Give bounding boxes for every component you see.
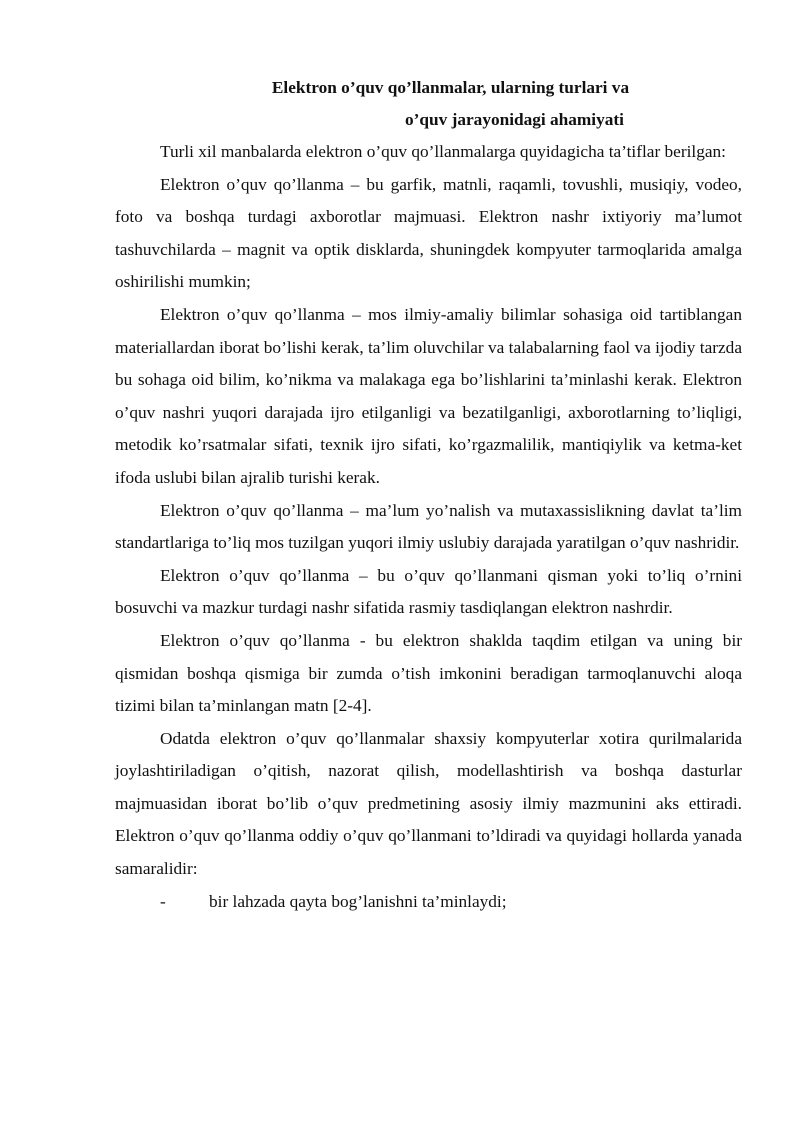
document-page bbox=[115, 72, 742, 918]
paragraph-definition-2: Elektron o’quv qo’llanma – mos ilmiy-amaliy bilimlar sohasiga oid tartiblangan materiallardan iborat bo’lishi kerak, ta’lim oluvchilar va talabalarning faol va ijodiy tarzda bu sohaga oid bilim, ko’nikma va malakaga ega bo’lishlarini ta’minlashi kerak. Elektron o’quv nashri yuqori darajada ijro etilganligi va bezatilganligi, axborotlarning to’liqligi, metodik ko’rsatmalar sifati, texnik ijro sifati, ko’rgazmalilik, mantiqiylik va ketma-ket ifoda uslubi bilan ajralib turishi kerak. bbox=[115, 304, 742, 487]
title-line-2: o’quv jarayonidagi ahamiyati bbox=[405, 110, 624, 129]
bullet-text: bir lahzada qayta bog’lanishni ta’minlaydi; bbox=[209, 891, 507, 911]
paragraph-definition-1: Elektron o’quv qo’llanma – bu garfik, matnli, raqamli, tovushli, musiqiy, vodeo, foto va boshqa turdagi axborotlar majmuasi. Elektron nashr ixtiyoriy ma’lumot tashuvchilarda – magnit va optik disklarda, shuningdek kompyuter tarmoqlarida amalga oshirilishi mumkin; bbox=[115, 174, 742, 292]
document-title bbox=[115, 72, 742, 136]
paragraph-usage: Odatda elektron o’quv qo’llanmalar shaxsiy kompyuterlar xotira qurilmalarida joylashtiriladigan o’qitish, nazorat qilish, modellashtirish va boshqa dasturlar majmuasidan iborat bo’lib o’quv predmetining asosiy ilmiy mazmunini aks ettiradi. Elektron o’quv qo’llanma oddiy o’quv qo’llanmani to’ldiradi va quyidagi hollarda yanada samaralidir: bbox=[115, 728, 742, 879]
paragraph-definition-5: Elektron o’quv qo’llanma - bu elektron shaklda taqdim etilgan va uning bir qismidan boshqa qismiga bir zumda o’tish imkonini beradigan tarmoqlanuvchi aloqa tizimi bilan ta’minlangan matn [2-4]. bbox=[115, 630, 742, 716]
paragraph-definitions-intro: Turli xil manbalarda elektron o’quv qo’llanmalarga quyidagicha ta’tiflar berilgan: bbox=[160, 142, 726, 161]
paragraph-definition-4: Elektron o’quv qo’llanma – bu o’quv qo’llanmani qisman yoki to’liq o’rnini bosuvchi va mazkur turdagi nashr sifatida rasmiy tasdiqlangan elektron nashrdir. bbox=[115, 565, 742, 618]
bullet-marker: - bbox=[160, 891, 166, 911]
list-item bbox=[115, 886, 742, 919]
paragraph-definition-3: Elektron o’quv qo’llanma – ma’lum yo’nalish va mutaxassislikning davlat ta’lim standartlariga to’liq mos tuzilgan yuqori ilmiy uslubiy darajada yaratilgan o’quv nashridir. bbox=[115, 500, 742, 553]
title-line-1: Elektron o’quv qo’llanmalar, ularning turlari va bbox=[271, 78, 630, 97]
